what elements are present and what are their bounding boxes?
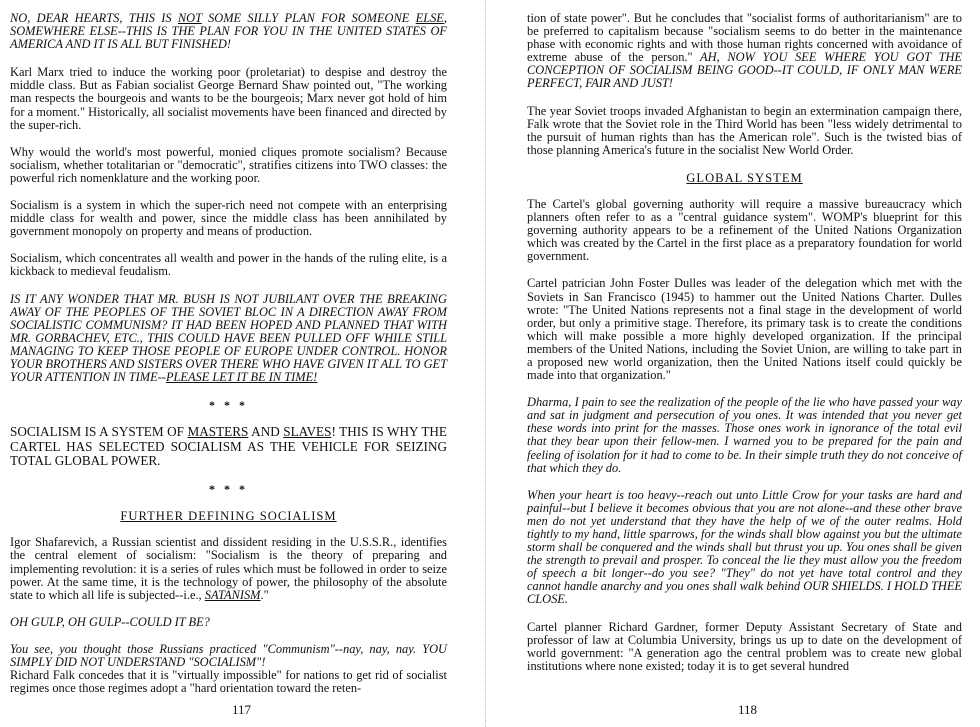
paragraph-falk: Richard Falk concedes that it is "virtually impossible" for nations to get rid of socialist regimes once those regimes adopt a "hard orientation toward the reten- [10, 668, 447, 696]
paragraph-feudalism: Socialism, which concentrates all wealth and power in the hands of the ruling elite, is a kickback to medieval feudalism. [10, 251, 447, 279]
slaves-word: SLAVES [283, 424, 332, 440]
intro-paragraph [10, 12, 447, 51]
paragraph-dharma: Dharma, I pain to see the realization of the people of the lie who have passed your way and sat in judgment and persecution of you ones. It was intended that you never get these words into print for the masses. Those ones work in ignorance of the total evil that they bear upon their fellow-men. I warned you to be prepared for the pain and feeling of isolation for it had to come to be. In their simple truth they do not conceive of that which they do. [527, 395, 962, 475]
section-separator: * * * [209, 398, 248, 413]
paragraph-falk-continued [527, 12, 962, 91]
paragraph-shafarevich [10, 536, 447, 601]
paragraph-dulles: Cartel patrician John Foster Dulles was leader of the delegation which met with the Soviets in San Francisco (1945) to hammer out the United Nations Charter. Dulles wrote: "The United Nations represents not a final stage in the development of world order, but only a primitive stage. Therefore, its primary task is to create the conditions which will make possible a more highly developed organization. If the principal members of the United Nations, including the Soviet Union, are willing to take part in a proposed new world organization, then the United Nations itself could quickly be made into that organization." [527, 276, 962, 383]
satanism-word: SATANISM [204, 587, 261, 602]
page-gutter [485, 0, 486, 727]
right-column [527, 12, 962, 687]
paragraph-masters-slaves [10, 425, 447, 468]
masters-text: ! THIS IS WHY THE CARTEL HAS SELECTED SOCIALISM AS THE VEHICLE FOR SEIZING TOTAL GLOBAL POWER. [10, 424, 447, 468]
left-column [10, 12, 447, 709]
paragraph-gulp: OH GULP, OH GULP--COULD IT BE? [10, 614, 210, 629]
bush-text: IS IT ANY WONDER THAT MR. BUSH IS NOT JUBILANT OVER THE BREAKING AWAY OF THE PEOPLES OF THE SOVIET BLOC IN A DIRECTION AWAY FROM SOCIALISTIC COMMUNISM? IT HAD BEEN HOPED AND PLANNED THAT WITH MR. GORBACHEV, ETC., THIS COULD HAVE BEEN PULLED OFF WHILE STILL MANAGING TO KEEP THOSE PEOPLE OF EUROPE UNDER CONTROL. HONOR YOUR BROTHERS AND SISTERS OVER THERE WHO HAVE GIVEN IT ALL TO GET YOUR ATTENTION IN TIME-- [10, 291, 447, 385]
intro-text: , SOMEWHERE ELSE--THIS IS THE PLAN FOR YOU IN THE UNITED STATES OF AMERICA AND IT IS ALL BUT FINISHED! [10, 11, 447, 52]
bush-emphasis: PLEASE LET IT BE IN TIME! [165, 370, 318, 385]
paragraph-why-socialism: Why would the world's most powerful, monied cliques promote socialism? Because socialism, whether totalitarian or "democratic", stratifies citizens into TWO classes: the powerful rich nomenklature and the working poor. [10, 144, 447, 185]
masters-text: AND [248, 424, 284, 440]
paragraph-you-see: You see, you thought those Russians practiced "Communism"--nay, nay, nay. YOU SIMPLY DID NOT UNDERSTAND "SOCIALISM"! [10, 641, 447, 670]
masters-text: SOCIALISM IS A SYSTEM OF [10, 424, 188, 440]
section-separator: * * * [209, 482, 248, 497]
intro-text: NO, DEAR HEARTS, THIS IS [10, 11, 178, 25]
shafarevich-text: Igor Shafarevich, a Russian scientist and dissident residing in the U.S.S.R., identifies the central element of socialism: "Socialism is the theory of preparing and implementing revolution: it is a series of rules which must be followed in order to seize power. At the same time, it is the technology of power, the philosophy of the absolute state to which all life is subjected--i.e., [10, 535, 447, 602]
page-number: 117 [232, 702, 252, 717]
shafarevich-text: ." [260, 587, 269, 602]
intro-emphasis-else: ELSE [415, 11, 444, 25]
intro-emphasis-not: NOT [177, 11, 202, 25]
left-page [0, 0, 480, 727]
falk-emphasis: AH, NOW YOU SEE WHERE YOU GOT THE CONCEPTION OF SOCIALISM BEING GOOD--IT COULD, IF ONLY MAN WERE PERFECT, FAIR AND JUST! [527, 50, 962, 91]
paragraph-little-crow: When your heart is too heavy--reach out unto Little Crow for your tasks are hard and painful--but I believe it becomes obvious that you are not alone--and these other brave men do not yet understand that they have the help of we of the outer realms. Hold tightly to my hand, little sparrows, for the winds shall blow against you but the ultimate storm shall be conquered and the winds shall but thrust you up. You ones shall be given the strength to prevail and prosper. To conceal the lie they must allow you the freedom of speech a bit longer--do you see? "They" do not yet have total control and they cannot handle anarchy and you ones shall walk behind OUR SHIELDS. I HOLD THEE CLOSE. [527, 487, 962, 607]
paragraph-bush [10, 293, 447, 385]
right-page [490, 0, 980, 727]
paragraph-gardner: Cartel planner Richard Gardner, former Deputy Assistant Secretary of State and professor of law at Columbia University, brings us up to date on the development of world government: "A generation ago the central problem was to create new global institutions where none existed; today it is to get several hundred [527, 619, 962, 673]
masters-word: MASTERS [187, 424, 249, 440]
falk-text: tion of state power". But he concludes that "socialist forms of authoritarianism" are to be preferred to capitalism because "socialism seems to do better in the maintenance phase with economic rights and with those human rights concerned with avoidance of extreme abuse of the person." [527, 11, 962, 65]
paragraph-cartel-authority: The Cartel's global governing authority will require a massive bureaucracy which planners often refer to as a "central guidance system". WOMP's blueprint for this governing authority appears to be a refinement of the United Nations Organization which was created by the Cartel in the first place as a preparatory foundation for world government. [527, 196, 962, 264]
section-heading: FURTHER DEFINING SOCIALISM [120, 509, 337, 524]
paragraph-system: Socialism is a system in which the super-rich need not compete with an enterprising middle class for wealth and power, since the middle class has been annihilated by government monopoly on property and means of production. [10, 198, 447, 239]
page-number: 118 [738, 702, 758, 717]
section-heading: GLOBAL SYSTEM [686, 170, 803, 185]
intro-text: SOME SILLY PLAN FOR SOMEONE [201, 11, 416, 25]
paragraph-afghanistan: The year Soviet troops invaded Afghanistan to begin an extermination campaign there, Falk wrote that the Soviet role in the Third World has been "less widely detrimental to the pursuit of human rights than has the American role". Such is the twisted bias of those planning America's future in the socialist New World Order. [527, 103, 962, 157]
paragraph-marx: Karl Marx tried to induce the working poor (proletariat) to despise and destroy the middle class. But as Fabian socialist George Bernard Shaw pointed out, "The working man respects the bourgeois and wants to be the bourgeois; Marx never got hold of him for a moment." Historically, all socialist movements have been financed and directed by the super-rich. [10, 65, 447, 132]
